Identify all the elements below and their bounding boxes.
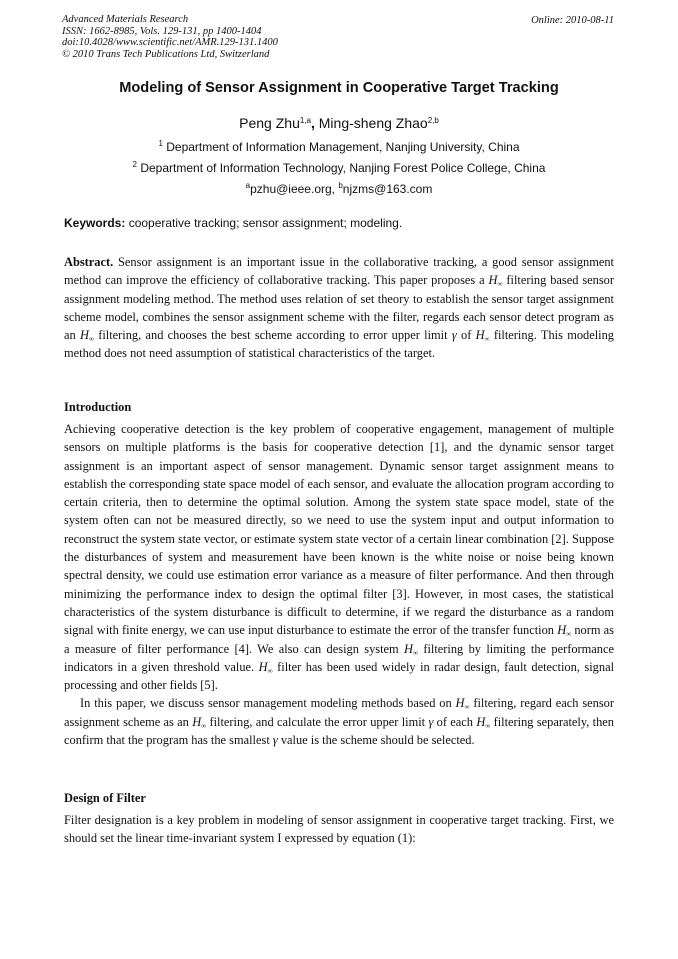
intro-text: filter has been used widely in radar design, fault detection, signal processing and other fields [5].: [64, 659, 615, 693]
paper-title: Modeling of Sensor Assignment in Cooperative Target Tracking: [119, 80, 559, 96]
h-infinity-symbol: $H_\infty$: [488, 273, 503, 289]
abstract-text: of: [456, 328, 476, 343]
intro-text: value is the scheme should be selected.: [277, 733, 475, 748]
affiliation-2: [0, 161, 678, 175]
h-infinity-symbol: $H_\infty$: [557, 623, 572, 639]
gamma-symbol: γ: [428, 714, 434, 729]
h-infinity-symbol: $H_\infty$: [192, 714, 207, 730]
h-infinity-symbol: $H_\infty$: [258, 659, 273, 675]
intro-text: Achieving cooperative detection is the key problem of cooperative engagement, management of multiple sensors on multiple platforms is the basis for cooperative detection [1], and the dynamic sensor target assignment is an important aspect of sensor management. Dynamic sensor target assignment means to establish the corresponding state space model of each sensor, and evaluate the allocation program according to certain criteria, then to determine the optimal solution. Among the system state space model, state of the system often can not be measured directly, so we need to use the system input and output information to reconstruct the system state vector, or estimate system state vector of a certain linear combination [2]. Suppose the disturbances of system and measurement have been known is the white noise or noise being known spectral density, we could use estimation error variance as a measure of filter performance. And then through minimizing the performance index to design the optimal filter [3]. However, in most cases, the statistical characteristics of the system disturbance is difficult to determine, if we regard the disturbance as a random signal with finite energy, we can use input disturbance to estimate the error of the transfer function: [64, 422, 614, 638]
author-separator: ,: [310, 115, 315, 131]
author-line: [0, 115, 678, 131]
author-2: Ming-sheng Zhao: [314, 115, 428, 131]
keywords-text: cooperative tracking; sensor assignment; modeling.: [125, 216, 403, 230]
design-of-filter-body: [64, 811, 614, 848]
introduction-body: [64, 420, 614, 749]
author-1: Peng Zhu: [239, 115, 300, 131]
h-infinity-symbol: $H_\infty$: [79, 328, 94, 344]
keywords-label: Keywords:: [64, 216, 126, 230]
doi-line: doi:10.4028/www.scientific.net/AMR.129-131.1400: [62, 37, 278, 48]
author-1-sup: 1,a: [299, 116, 311, 125]
intro-text: filtering, and calculate the error upper limit: [206, 714, 429, 729]
affiliation-2-sup: 2: [132, 160, 137, 169]
h-infinity-symbol: $H_\infty$: [476, 714, 491, 730]
abstract-text: filtering, and chooses the best scheme according to error upper limit: [93, 328, 452, 343]
affiliation-2-text: Department of Information Technology, Nanjing Forest Police College, China: [137, 161, 546, 175]
email-a: pzhu@ieee.org,: [250, 182, 339, 196]
email-a-sup: a: [245, 181, 251, 190]
design-text: Filter designation is a key problem in modeling of sensor assignment in cooperative target tracking. First, we should set the linear time-invariant system I expressed by equation (1):: [64, 813, 614, 846]
online-date: Online: 2010-08-11: [531, 15, 614, 26]
copyright-line: © 2010 Trans Tech Publications Ltd, Switzerland: [62, 48, 270, 60]
intro-text: filtering by limiting the performance indicators in a given threshold value.: [64, 641, 614, 674]
abstract-label: Abstract.: [64, 255, 114, 269]
issn-line: ISSN: 1662-8985, Vols. 129-131, pp 1400-1404: [62, 25, 262, 37]
author-2-sup: 2,b: [427, 116, 439, 125]
intro-text: filtering, regard each sensor assignment scheme as an: [64, 696, 614, 729]
intro-text: of each: [433, 714, 477, 729]
introduction-heading: Introduction: [64, 400, 132, 414]
intro-text: In this paper, we discuss sensor management modeling methods based on: [80, 696, 456, 711]
journal-name: Advanced Materials Research: [62, 14, 189, 25]
affiliation-1-sup: 1: [158, 139, 163, 148]
h-infinity-symbol: $H_\infty$: [475, 328, 490, 344]
intro-text: norm as a measure of filter performance [4]. We also can design system: [64, 623, 615, 656]
abstract-text: filtering based sensor assignment modeling method. The method uses relation of set theory to establish the sensor target assignment scheme model, combines the sensor assignment scheme with the filter, regards each sensor detect program as an: [64, 273, 615, 343]
keywords: [64, 216, 402, 230]
h-infinity-symbol: $H_\infty$: [404, 641, 418, 657]
journal-header: [62, 14, 278, 60]
email-b-sup: b: [338, 181, 343, 190]
gamma-symbol: γ: [272, 733, 278, 748]
abstract-text: Sensor assignment is an important issue in the collaborative tracking, a good sensor assignment method can improve the efficiency of collaborative tracking. This paper proposes a: [64, 255, 614, 288]
design-of-filter-heading: Design of Filter: [64, 791, 146, 805]
abstract-text: filtering. This modeling method does not need assumption of statistical characteristics of the target.: [64, 328, 614, 361]
email-line: [0, 182, 678, 196]
affiliation-1-text: Department of Information Management, Nanjing University, China: [162, 140, 520, 154]
abstract: [64, 253, 614, 363]
email-b: njzms@163.com: [342, 182, 433, 196]
affiliation-1: [0, 140, 678, 154]
intro-text: filtering separately, then confirm that the program has the smallest: [64, 714, 614, 748]
h-infinity-symbol: $H_\infty$: [455, 696, 470, 712]
gamma-symbol: γ: [451, 328, 457, 343]
